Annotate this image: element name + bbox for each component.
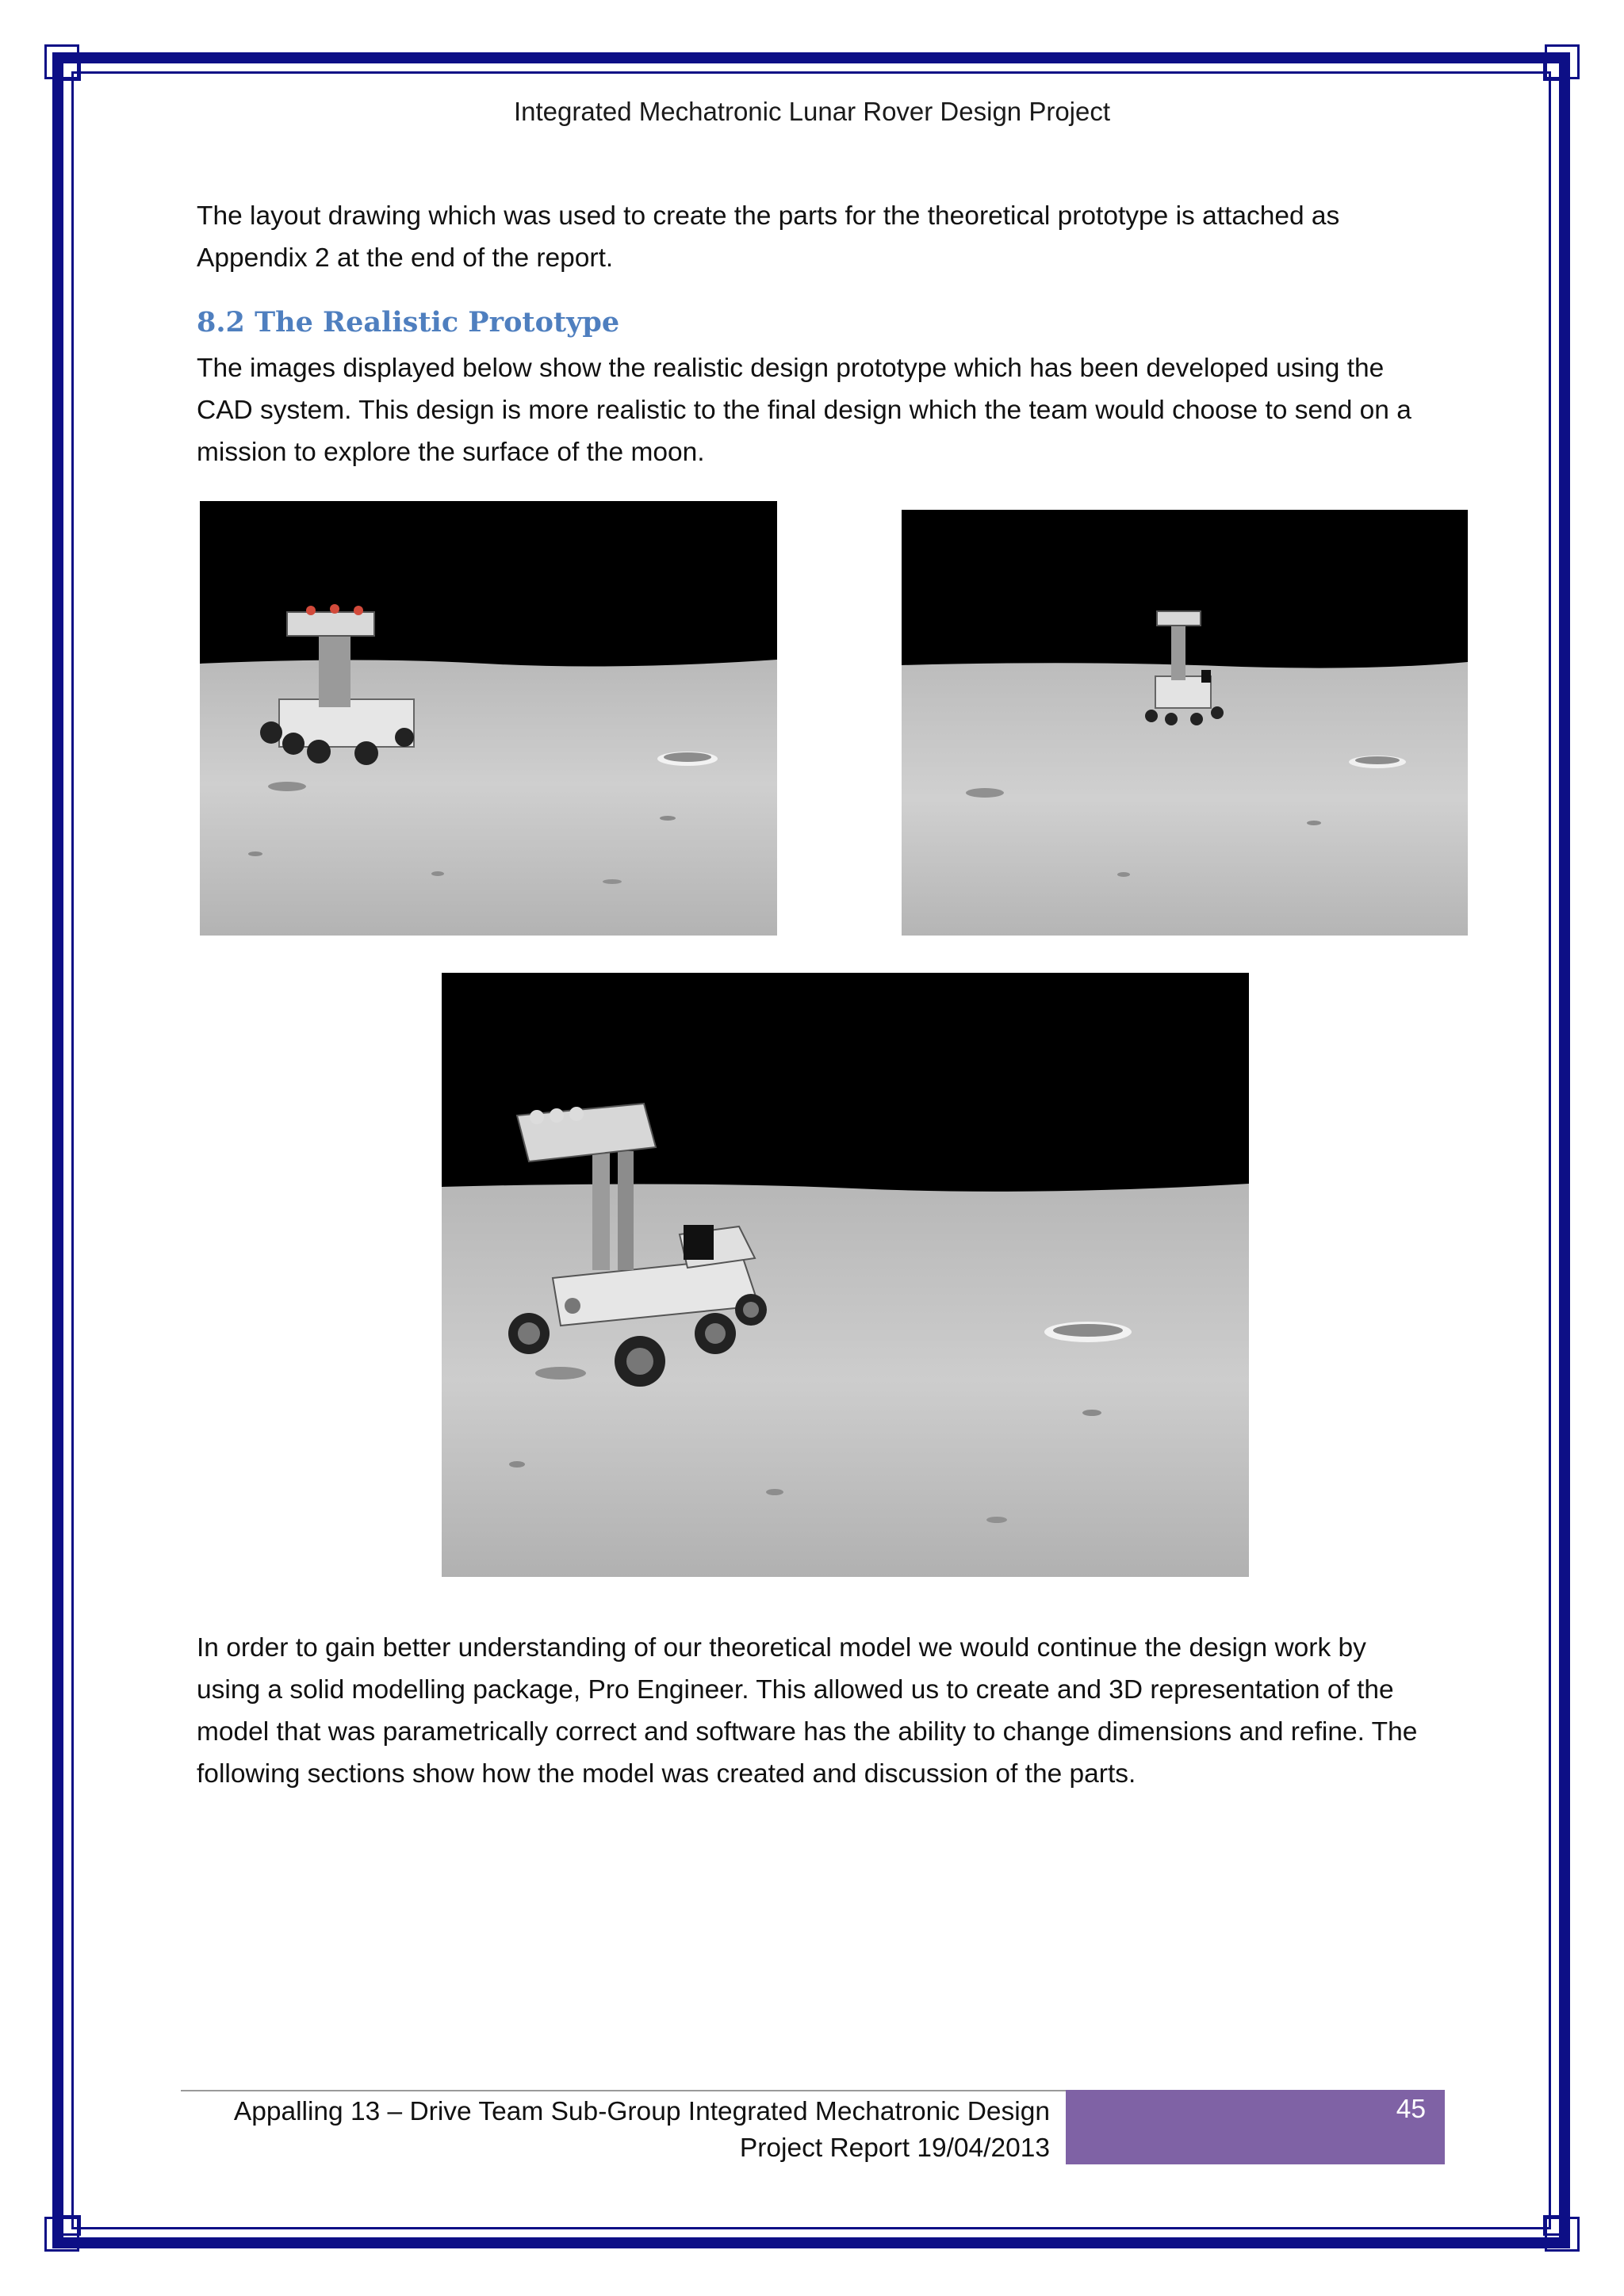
border-corner-ornament (1543, 60, 1564, 81)
border-corner-ornament (60, 2215, 81, 2236)
rover-render-image-3 (442, 973, 1249, 1577)
rover-render-image-1 (200, 501, 777, 936)
intro-paragraph: The layout drawing which was used to create the parts for the theoretical prototype is attached as Appendix 2 at the end of the report. (197, 201, 1340, 273)
footer-text: Appalling 13 – Drive Team Sub-Group Integrated Mechatronic Design Project Report 19/04/2013 (233, 2097, 1050, 2163)
section-intro-paragraph: The images displayed below show the realistic design prototype which has been developed using the CAD system. This design is more realistic to the final design which the team would choose to send on a mission to explore the surface of the moon. (197, 354, 1411, 467)
footer-page-box (1066, 2090, 1445, 2164)
page-number: 45 (1396, 2095, 1426, 2124)
closing-paragraph: In order to gain better understanding of our theoretical model we would continue the design work by using a solid modelling package, Pro Engineer. This allowed us to create and 3D representation of the model that was parametrically correct and software has the ability to change dimensions and refine. The following sections show how the model was created and discussion of the parts. (197, 1633, 1418, 1789)
border-corner-ornament (1543, 2215, 1564, 2236)
footer-divider (181, 2090, 1066, 2091)
border-corner-ornament (60, 60, 81, 81)
rover-render-image-2 (902, 510, 1468, 936)
running-header: Integrated Mechatronic Lunar Rover Design Project (513, 97, 1111, 126)
section-heading: 8.2 The Realistic Prototype (197, 306, 620, 339)
